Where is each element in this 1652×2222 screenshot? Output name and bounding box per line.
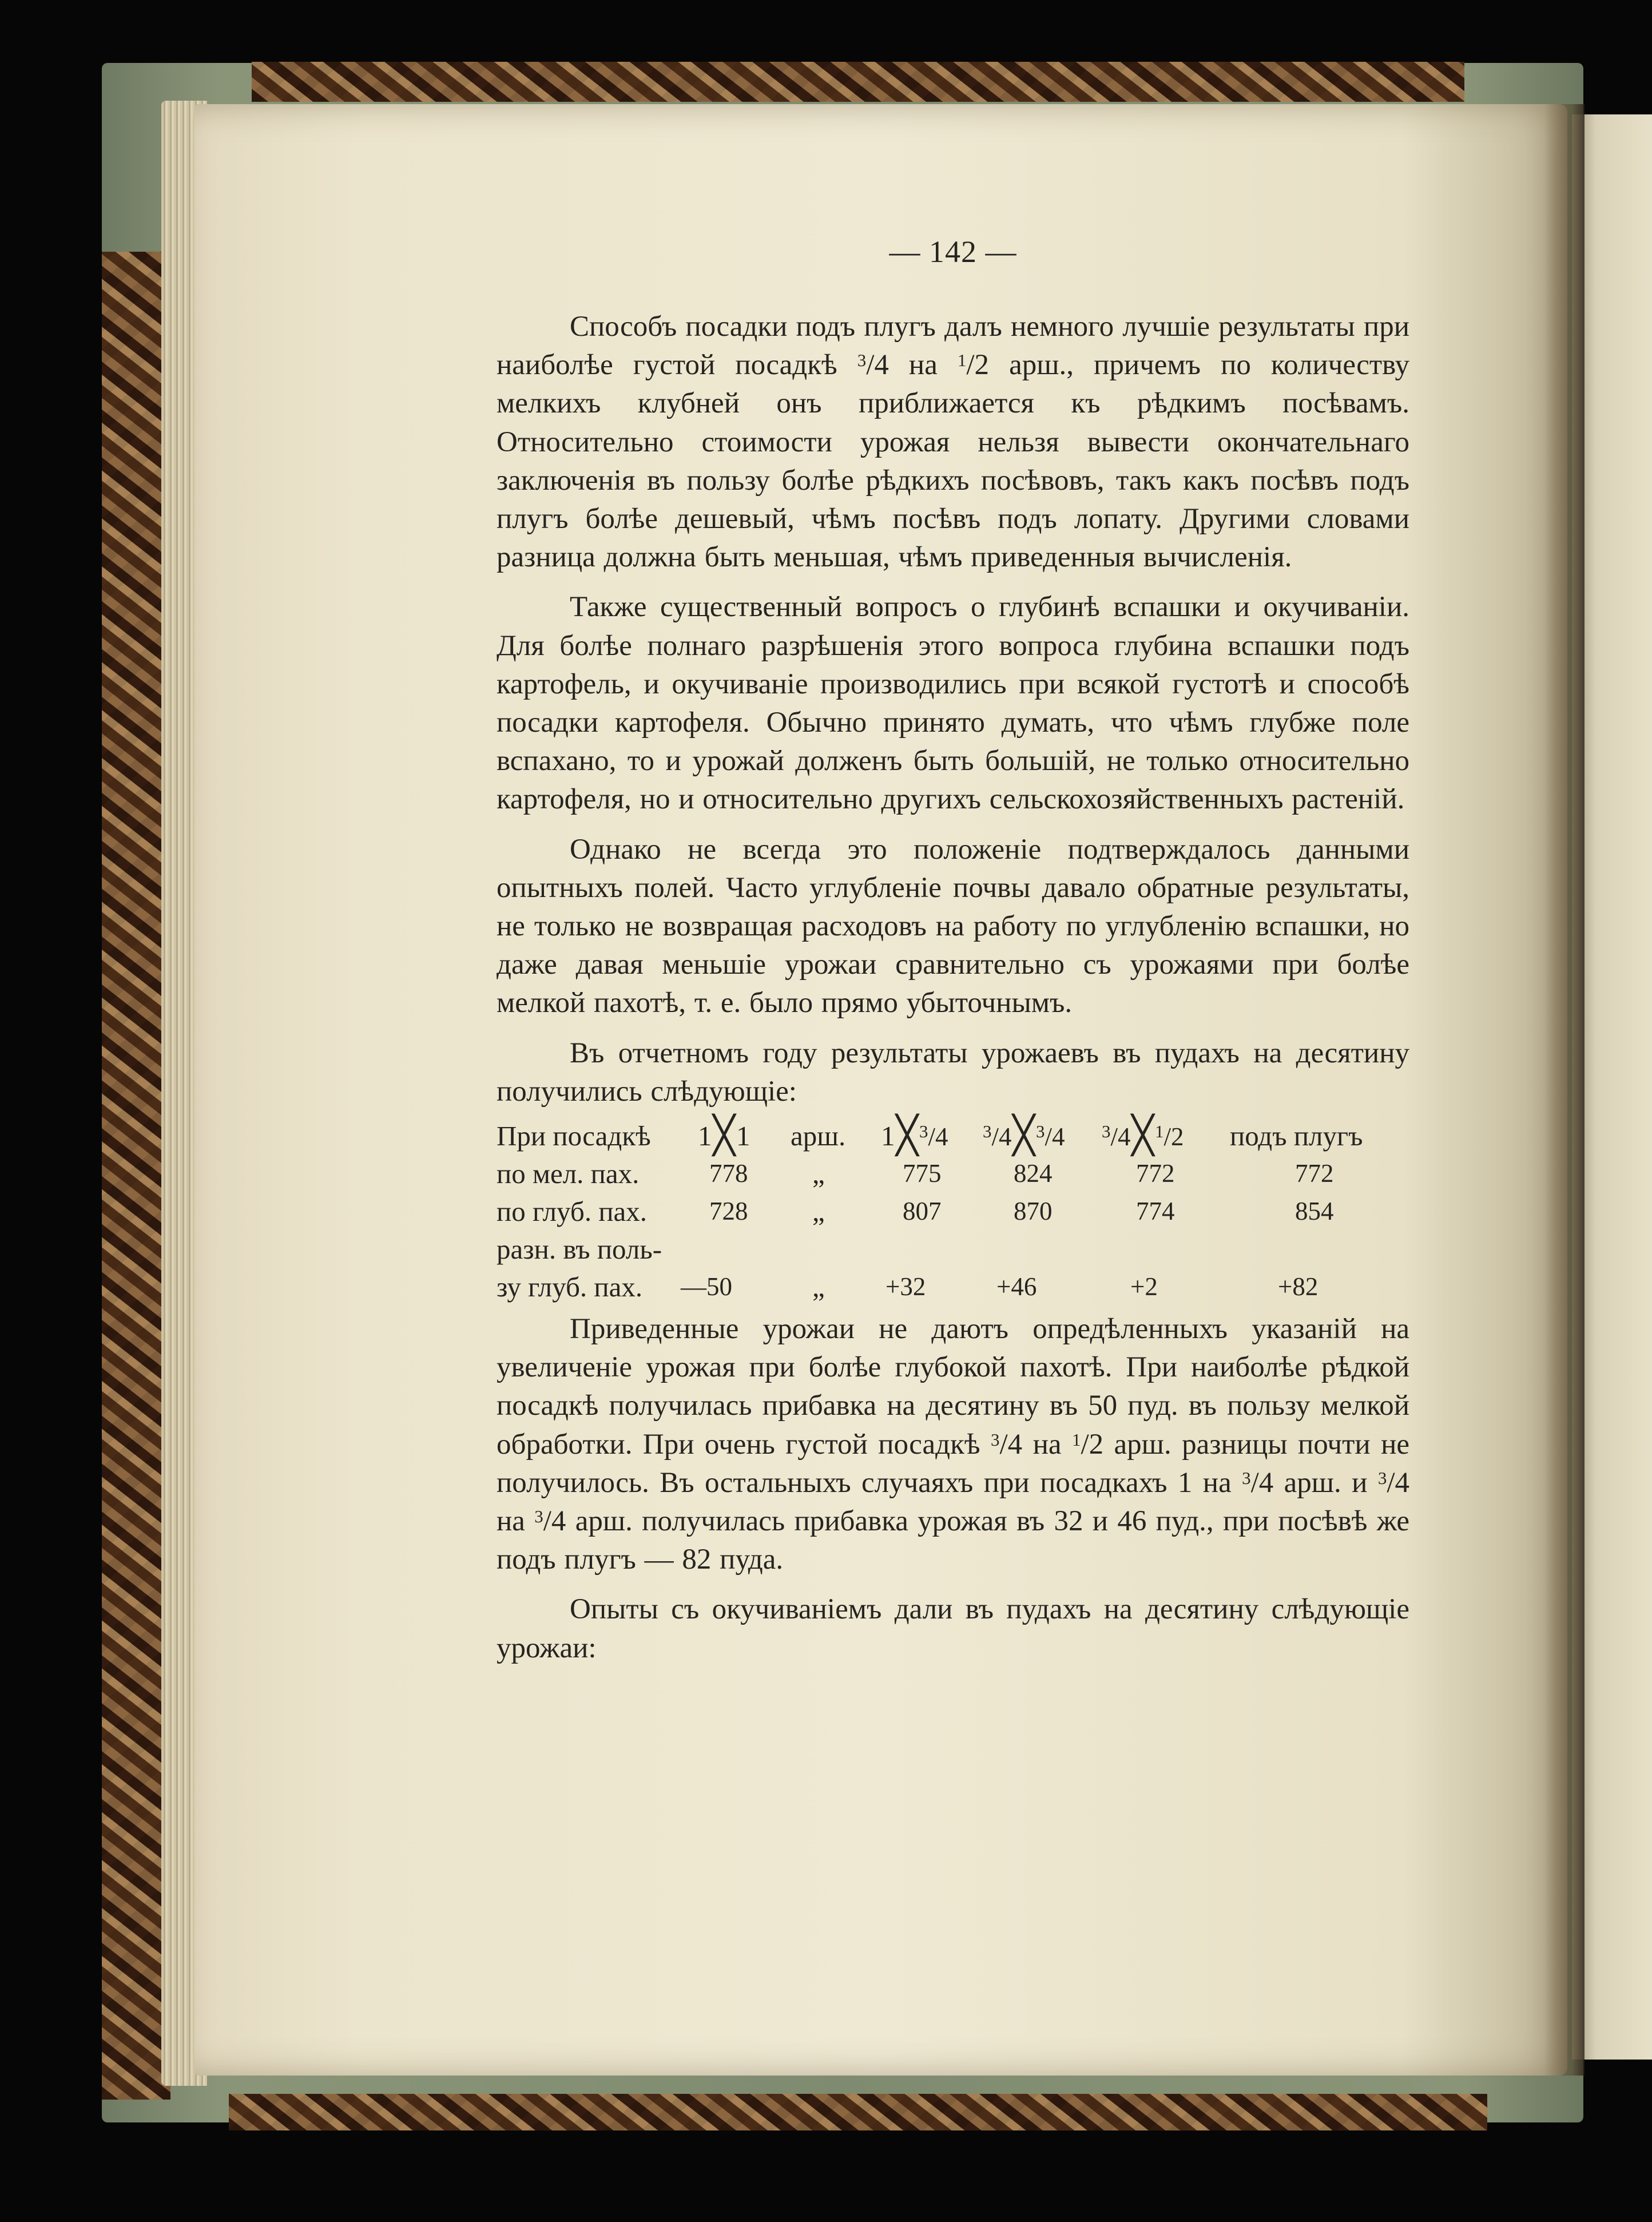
table-row-diff: зу глуб. пах. —50 „ +32 +46 +2 +82 [497,1271,1319,1303]
page-number: — 142 — [889,235,1017,269]
paragraph-yield-analysis: Приведенные урожаи не даютъ опредѣленныхъ указанiй на увеличенiе урожая при болѣе глубокой пахотѣ. При наиболѣе рѣдкой посадкѣ получилась прибавка на десятину въ 50 пуд. въ пользу мелкой обработки. При очень густой посадкѣ $^3$/4 на $^1$/2 арш. разницы почти не получилось. Въ остальныхъ случаяхъ при посадкахъ 1 на $^3$/4 арш. и $^3$/4 на $^3$/4 арш. получилась прибавка урожая въ 32 и 46 пуд., при посѣвѣ же подъ плугъ — 82 пуда. [497,1313,1409,1576]
table-row-deep: по глуб. пах. 728 „ 807 870 774 854 [497,1196,1334,1228]
paragraph-field-data: Однако не всегда это положенiе подтверждалось данными опытныхъ полей. Часто углубленiе почвы давало обратные результаты, не только не возвращая расходовъ на работу по углубленiю вспашки, но даже давая меньшiе урожаи сравнительно съ урожаями при болѣе мелкой пахотѣ, т. е. было прямо убыточнымъ. [497,833,1409,1019]
cross-sign-icon: ╳ [896,1115,919,1156]
marbled-endpaper-bottom [229,2094,1487,2130]
table-row-shallow: по мел. пах. 778 „ 775 824 772 772 [497,1158,1334,1190]
marbled-endpaper-top [252,62,1464,102]
page-text-block [497,229,1409,1679]
paragraph-planting-method: Способъ посадки подъ плугъ далъ немного лучшiе результаты при наиболѣе густой посадкѣ $^3$/4 на $^1$/2 арш., причемъ по количеству мелкихъ клубней онъ приближается къ рѣдкимъ посѣвамъ. Относительно стоимости урожая нельзя вывести окончательнаго заключенiя въ пользу болѣе рѣдкихъ посѣвовъ, такъ какъ посѣвъ подъ плугъ болѣе дешевый, чѣмъ посѣвъ подъ лопату. Другими словами разница должна быть меньшая, чѣмъ приведенныя вычисленiя. [497,311,1409,574]
page-gutter-shadow [1544,104,1585,2076]
paragraph-results-intro: Въ отчетномъ году результаты урожаевъ въ пудахъ на десятину получились слѣдующiе: [497,1037,1409,1108]
paragraph-hilling-intro: Опыты съ окучиванiемъ дали въ пудахъ на десятину слѣдующiе урожаи: [497,1593,1409,1664]
cross-sign-icon: ╳ [713,1115,736,1156]
cross-sign-icon: ╳ [1131,1115,1154,1156]
yield-table [497,1117,1409,1304]
marbled-endpaper-left [102,252,170,2100]
cross-sign-icon: ╳ [1012,1115,1035,1156]
table-header-row: При посадкѣ 1╳1 арш. 1╳$^3$/4 $^3$/4╳$^3$/4 $^3$/4╳$^1$/2 подъ плугъ [497,1115,1363,1156]
paragraph-plowing-depth: Также существенный вопросъ о глубинѣ вспашки и окучиванiи. Для болѣе полнаго разрѣшенiя этого вопроса глубина вспашки подъ картофель, и окучиванiе производились при всякой густотѣ и способѣ посадки картофеля. Обычно принято думать, что чѣмъ глубже поле вспахано, то и урожай долженъ быть большiй, не только относительно картофеля, но и относительно другихъ сельскохозяйственныхъ растенiй. [497,591,1409,816]
table-row-diff-label: разн. въ поль- [497,1233,662,1265]
